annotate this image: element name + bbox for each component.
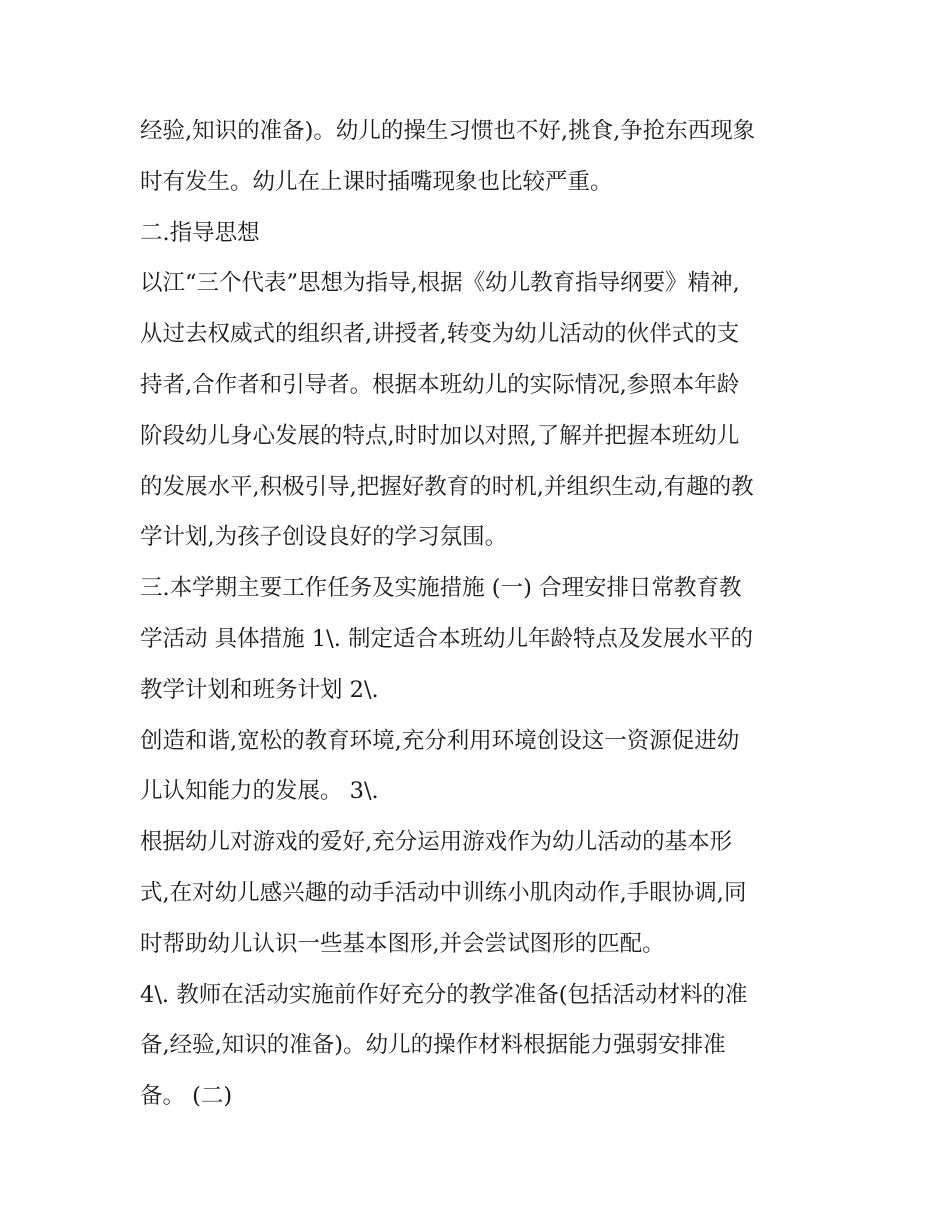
text-line-18: 4\. 教师在活动实施前作好充分的教学准备(包括活动材料的准 (140, 981, 748, 1008)
text-line-8: 的发展水平,积极引导,把握好教育的时机,并组织生动,有趣的教 (140, 473, 754, 500)
section-heading-3: 三.本学期主要工作任务及实施措施 (一) 合理安排日常教育教 (140, 575, 742, 602)
text-line-5: 从过去权威式的组织者,讲授者,转变为幼儿活动的伙伴式的支 (140, 321, 740, 348)
text-line-16: 式,在对幼儿感兴趣的动手活动中训练小肌肉动作,手眼协调,同 (140, 879, 747, 906)
text-line-6: 持者,合作者和引导者。根据本班幼儿的实际情况,参照本年龄 (140, 371, 740, 398)
section-heading-2: 二.指导思想 (140, 219, 260, 246)
text-line-17: 时帮助幼儿认识一些基本图形,并会尝试图形的匹配。 (140, 930, 665, 957)
document-body (140, 106, 840, 1122)
text-line-13: 创造和谐,宽松的教育环境,充分利用环境创设这一资源促进幼 (140, 727, 740, 754)
text-line-9: 学计划,为孩子创设良好的学习氛围。 (140, 524, 508, 551)
text-line-4: 以江“三个代表”思想为指导,根据《幼儿教育指导纲要》精神, (140, 270, 740, 297)
text-line-7: 阶段幼儿身心发展的特点,时时加以对照,了解并把握本班幼儿 (140, 422, 740, 449)
text-line-20: 备。 (二) (140, 1083, 233, 1110)
text-line-19: 备,经验,知识的准备)。幼儿的操作材料根据能力强弱安排准 (140, 1032, 726, 1059)
text-line-2: 时有发生。幼儿在上课时插嘴现象也比较严重。 (140, 168, 613, 195)
text-line-14: 儿认知能力的发展。 3\. (140, 778, 379, 805)
text-line-12: 教学计划和班务计划 2\. (140, 676, 379, 703)
text-line-15: 根据幼儿对游戏的爱好,充分运用游戏作为幼儿活动的基本形 (140, 829, 733, 856)
text-line-1: 经验,知识的准备)。幼儿的操生习惯也不好,挑食,争抢东西现象 (140, 118, 756, 144)
text-line-11: 学活动 具体措施 1\. 制定适合本班幼儿年龄特点及发展水平的 (140, 625, 754, 652)
